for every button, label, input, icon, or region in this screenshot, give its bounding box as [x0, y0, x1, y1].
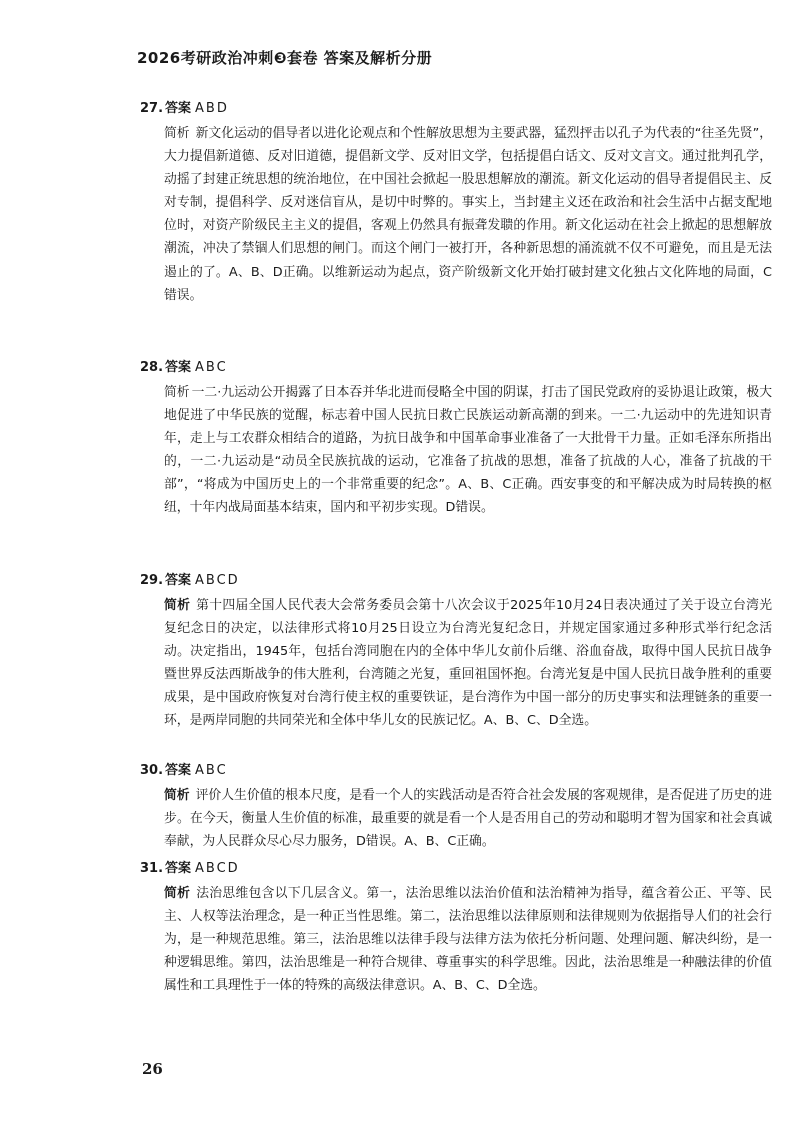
explanation-text: 评价人生价值的根本尺度，是看一个人的实践活动是否符合社会发展的客观规律，是否促进了历史的进步。在今天，衡量人生价值的标准，最重要的就是看一个人是否用自己的劳动和聪明才智为国家和社会真诚奉献，为人民群众尽心尽力服务，D错误。A、B、C正确。 [164, 788, 773, 850]
answer-line [140, 760, 772, 782]
page-number: 26 [142, 1060, 163, 1078]
explanation-label: 简析 [164, 788, 190, 803]
explanation-label: 简析 [164, 886, 191, 901]
question-number: 29. [140, 573, 164, 588]
question-27 [140, 98, 772, 354]
question-number: 27. [140, 101, 164, 116]
explanation-label: 简析 [164, 598, 191, 613]
answer-line [140, 98, 772, 120]
explanation-label: 简析 [164, 385, 190, 400]
explanation [140, 594, 772, 757]
answer-label: 答案 [165, 763, 192, 778]
question-28 [140, 357, 772, 567]
answer-label: 答案 [165, 101, 192, 116]
explanation-label: 简析 [164, 126, 190, 141]
answer-label: 答案 [165, 360, 192, 375]
explanation-text: 第十四届全国人民代表大会常务委员会第十八次会议于2025年10月24日表决通过了关于设立台湾光复纪念日的决定，以法律形式将10月25日设立为台湾光复纪念日，并规定国家通过多种形式举行纪念活动。决定指出，1945年，包括台湾同胞在内的全体中华儿女前仆后继、浴血奋战，取得中国人民抗日战争暨世界反法西斯战争的伟大胜利，台湾随之光复，重回祖国怀抱。台湾光复是中国人民抗日战争胜利的重要成果，是中国政府恢复对台湾行使主权的重要铁证，是台湾作为中国一部分的历史事实和法理链条的重要一环，是两岸同胞的共同荣光和全体中华儿女的民族记忆。A、B、C、D全选。 [164, 598, 773, 729]
question-number: 28. [140, 360, 164, 375]
answer-letters: ABD [195, 101, 229, 116]
answer-letters: ABCD [195, 861, 240, 876]
answer-label: 答案 [165, 573, 192, 588]
answer-line [140, 357, 772, 379]
explanation [140, 784, 772, 855]
question-29 [140, 570, 772, 757]
explanation-text: 新文化运动的倡导者以进化论观点和个性解放思想为主要武器，猛烈抨击以孔子为代表的“往圣先贤”，大力提倡新道德、反对旧道德，提倡新文学、反对旧文学，包括提倡白话文、反对文言文。通过批判孔学，动摇了封建正统思想的统治地位，在中国社会掀起一股思想解放的潮流。新文化运动的倡导者提倡民主、反对专制，提倡科学、反对迷信盲从，是切中时弊的。事实上，当封建主义还在政治和社会生活中占据支配地位时，对资产阶级民主主义的提倡，客观上仍然具有振聋发聩的作用。新文化运动在社会上掀起的思想解放潮流，冲决了禁锢人们思想的闸门。而这个闸门一被打开，各种新思想的涌流就不仅不可避免，而且是无法遏止的了。A、B、D正确。以维新运动为起点，资产阶级新文化开始打破封建文化独占文化阵地的局面，C错误。 [164, 126, 773, 303]
answer-letters: ABCD [195, 573, 240, 588]
explanation [140, 882, 772, 997]
answer-line [140, 570, 772, 592]
answer-label: 答案 [165, 861, 192, 876]
explanation [140, 122, 772, 354]
answer-line [140, 858, 772, 880]
answer-letters: ABC [195, 360, 228, 375]
answer-letters: ABC [195, 763, 228, 778]
question-number: 31. [140, 861, 164, 876]
question-30 [140, 760, 772, 855]
explanation-text: 法治思维包含以下几层含义。第一，法治思维以法治价值和法治精神为指导，蕴含着公正、平等、民主、人权等法治理念，是一种正当性思维。第二，法治思维以法律原则和法律规则为依据指导人们的社会行为，是一种规范思维。第三，法治思维以法律手段与法律方法为依托分析问题、处理问题、解决纠纷，是一种逻辑思维。第四，法治思维是一种符合规律、尊重事实的科学思维。因此，法治思维是一种融法律的价值属性和工具理性于一体的特殊的高级法律意识。A、B、C、D全选。 [164, 886, 773, 994]
question-number: 30. [140, 763, 164, 778]
page-header: 2026考研政治冲刺❸套卷 答案及解析分册 [137, 49, 433, 67]
explanation [140, 381, 772, 567]
question-31 [140, 858, 772, 997]
answer-list [140, 98, 772, 1000]
explanation-text: 一二·九运动公开揭露了日本吞并华北进而侵略全中国的阴谋，打击了国民党政府的妥协退让政策，极大地促进了中华民族的觉醒，标志着中国人民抗日救亡民族运动新高潮的到来。一二·九运动中的先进知识青年，走上与工农群众相结合的道路，为抗日战争和中国革命事业准备了一大批骨干力量。正如毛泽东所指出的，一二·九运动是“动员全民族抗战的运动，它准备了抗战的思想，准备了抗战的人心，准备了抗战的干部”，“将成为中国历史上的一个非常重要的纪念”。A、B、C正确。西安事变的和平解决成为时局转换的枢纽，十年内战局面基本结束，国内和平初步实现。D错误。 [164, 385, 773, 516]
